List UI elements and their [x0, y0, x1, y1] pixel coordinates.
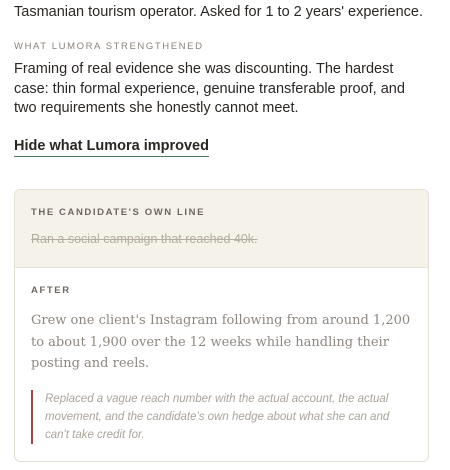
- improvement-panel: [0, 0, 450, 157]
- after-heading: AFTER: [31, 285, 71, 296]
- job-context-text: Tasmanian tourism operator. Asked for 1 to 2 years' experience.: [14, 4, 423, 20]
- improvement-note: Replaced a vague reach number with the actual account, the actual movement, and the candidate's own hedge about what she can and can't take credit for.: [31, 390, 412, 444]
- improved-line-text: Grew one client's Instagram following from around 1,200 to about 1,900 over the 12 weeks while handling their posting and reels.: [31, 313, 411, 371]
- original-line-text: Ran a social campaign that reached 40k.: [31, 232, 258, 246]
- before-section: [15, 190, 428, 268]
- after-section: [15, 268, 428, 444]
- hide-improvements-link[interactable]: Hide what Lumora improved: [14, 138, 209, 157]
- comparison-card: [14, 189, 429, 462]
- before-heading: THE CANDIDATE'S OWN LINE: [31, 207, 206, 218]
- strengthened-description: Framing of real evidence she was discounting. The hardest case: thin formal experience, genuine transferable proof, and two requirements she honestly cannot meet.: [14, 61, 405, 116]
- strengthened-heading: WHAT LUMORA STRENGTHENED: [14, 41, 204, 52]
